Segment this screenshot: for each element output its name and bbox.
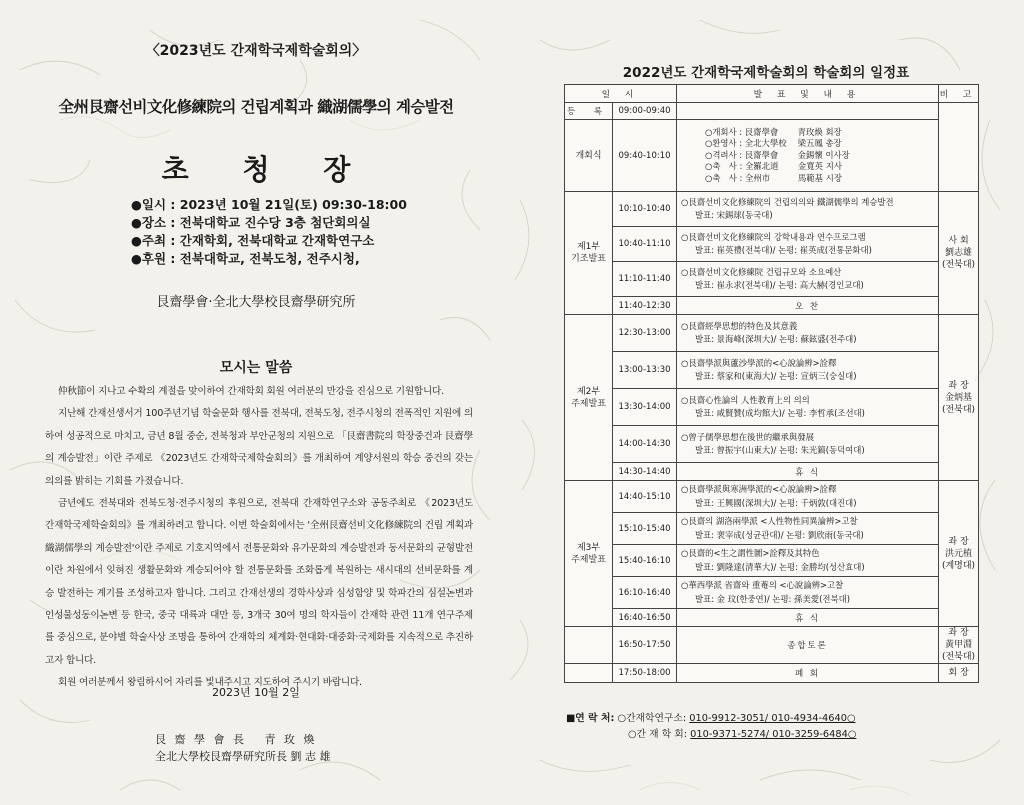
- header-content: 발 표 및 내 용: [677, 85, 939, 103]
- session3-chair: 좌 장 洪元植 (계명대): [939, 481, 979, 627]
- session-time: 14:00-14:30: [613, 426, 677, 463]
- signature-institute-director: 全北大學校艮齋學研究所長 劉 志 雄: [155, 750, 331, 763]
- opening-program: [677, 120, 939, 192]
- greeting-paragraph-1: 仲秋節이 지나고 수확의 계절을 맞이하여 간재학회 회원 여러분의 만강을 진심으로 기원합니다.: [58, 386, 444, 397]
- presentation-cell: ○艮齋선비文化修練院의 건립의의와 鐵湖儒學의 계승발전 발표: 宋錫球(동국대): [677, 192, 939, 227]
- closing-row: [565, 664, 979, 683]
- opening-label: 개회식: [565, 120, 613, 192]
- session2-label: 제2부 주제발표: [565, 315, 613, 481]
- opening-time: 09:40-10:10: [613, 120, 677, 192]
- registration-time: 09:00-09:40: [613, 103, 677, 120]
- discussion-label: 종합토론: [677, 627, 939, 664]
- break-row: [565, 609, 979, 627]
- session-time: 16:10-16:40: [613, 577, 677, 609]
- registration-label: 등 록: [565, 103, 613, 120]
- contact-line-society: ○간 재 학 회: 010-9371-5274/ 010-3259-6484○: [628, 729, 857, 740]
- session3-row: [565, 577, 979, 609]
- contact-line-institute: ■연 락 처: ○간재학연구소: 010-9912-3051/ 010-4934-4640○: [566, 713, 856, 724]
- event-subtitle: 〈2023년도 간재학국제학술회의〉: [145, 43, 367, 59]
- lunch-row: [565, 297, 979, 315]
- session3-row: [565, 513, 979, 545]
- closing-time: 17:50-18:00: [613, 664, 677, 683]
- letter-date: 2023년 10월 2일: [212, 686, 300, 699]
- opening-line: ○개회사 : 艮齋學會 青玫煥 회장: [705, 126, 842, 137]
- event-details: [131, 196, 491, 268]
- presentation-cell: ○華西學派 省齋와 重菴의 <心說論辨>고찰 발표: 金 玟(한중연)/ 논평: 孫美愛(전북대): [677, 577, 939, 609]
- registration-row: [565, 103, 979, 120]
- lunch-label: 오 찬: [677, 297, 939, 315]
- closing-note: 회 장: [939, 664, 979, 683]
- opening-line: ○축 사 : 全羅北道 金寬英 지사: [705, 161, 842, 172]
- discussion-chair: 좌 장 黃甲淵 (전북대): [939, 627, 979, 664]
- session2-row: [565, 315, 979, 352]
- session2-row: [565, 389, 979, 426]
- session-time: 12:30-13:00: [613, 315, 677, 352]
- greeting-paragraph-2: 지난해 간재선생서거 100주년기념 학술문화 행사를 전북대, 전북도청, 전주시청의 전폭적인 지원에 의하여 성공적으로 마치고, 금년 8월 중순, 전북청과 부안군청의 지원으로 「艮齋書院의 학장중건과 艮齋學의 계승발전」이란 주제로 《2023년도 간재학국제학술회의》를 개최하여 계양서원의 학승 중건의 갖는 의의를 밝히는 기회를 가졌습니다.: [45, 408, 473, 487]
- contact-label: ■연 락 처:: [566, 713, 615, 724]
- break-row: [565, 463, 979, 481]
- session1-label: 제1부 기조발표: [565, 192, 613, 315]
- lunch-time: 11:40-12:30: [613, 297, 677, 315]
- header-date: 일 시: [565, 85, 677, 103]
- session2-row: [565, 426, 979, 463]
- detail-date: ●일시 : 2023년 10월 21일(토) 09:30-18:00: [131, 197, 407, 212]
- presentation-cell: ○艮齋學派與寒洲學派的<心說論辨>詮釋 발표: 王興國(深圳大)/ 논평: 千炳敦(대진대): [677, 481, 939, 513]
- session1-chair: 사 회 劉志雄 (전북대): [939, 192, 979, 315]
- opening-line: ○축 사 : 全州市 馬範基 시장: [705, 172, 842, 183]
- organizer-line: 艮齋學會·全北大學校艮齋學研究所: [156, 295, 356, 310]
- discussion-row: [565, 627, 979, 664]
- presentation-cell: ○艮齋心性論의 人性教育上의 의의 발표: 咸賢贊(成均館大)/ 논평: 李哲承(조선대): [677, 389, 939, 426]
- opening-row: [565, 120, 979, 192]
- greeting-title: 모시는 말씀: [219, 360, 293, 376]
- opening-line: ○격려사 : 艮齋學會 金錫懷 이사장: [705, 149, 850, 160]
- greeting-paragraph-3: 금년에도 전북대와 전북도청·전주시청의 후원으로, 전북대 간재학연구소와 공동주최로 《2023년도 간재학국제학술회의》를 개최하려고 합니다. 이번 학술회에서는 '全州艮齋선비文化修練院의 건립 계획과 織湖儒學의 계승발전'이란 주제로 기호지역에서 전통문화와 유가문화의 계승발전과 동서문화의 균형발전이란 차원에서 잊혀진 생활문화와 계승되어야 할 전통문화를 조화롭게 복원하는 새시대의 선비문화를 계승 발전하는 계기를 조성하고자 합니다. 그리고 간재선생의 경학사상과 심성함양 및 학파간의 심설논변과 인성물성동이논변 등 한국, 중국 대륙과 대만 등, 3개국 30여 명의 학자들이 간재학 관련 11개 연구주제를 중심으로, 분야별 학술사상 조명을 통하여 간재학의 체계화·현대화·대중화·국제화를 지속적으로 추진하고자 합니다.: [45, 498, 473, 666]
- schedule-title: 2022년도 간재학국제학술회의 학술회의 일정표: [622, 65, 910, 81]
- session-time: 10:10-10:40: [613, 192, 677, 227]
- event-title: 全州艮齋선비文化修練院의 건립계획과 織湖儒學의 계승발전: [58, 98, 454, 116]
- session-time: 15:10-15:40: [613, 513, 677, 545]
- detail-host: ●주최 : 간재학회, 전북대학교 간재학연구소: [131, 233, 375, 248]
- contact-info: [566, 711, 856, 743]
- detail-venue: ●장소 : 전북대학교 진수당 3층 첨단회의실: [131, 215, 371, 230]
- break-time: 16:40-16:50: [613, 609, 677, 627]
- session2-chair: 좌 장 金炳基 (전북대): [939, 315, 979, 481]
- schedule-header-row: [565, 85, 979, 103]
- schedule-table: [564, 84, 979, 683]
- closing-label: 폐 회: [677, 664, 939, 683]
- session-time: 10:40-11:10: [613, 227, 677, 262]
- opening-line: ○환영사 : 全北大學校 梁五鳳 총장: [705, 138, 842, 149]
- presentation-cell: ○艮齋선비文化修練院 건립규모와 소요예산 발표: 崔永求(전북대)/ 논평: 高大赫(경인교대): [677, 262, 939, 297]
- session1-row: [565, 262, 979, 297]
- session1-row: [565, 192, 979, 227]
- signature-society-president: 艮齋學會長 青玫煥: [155, 733, 323, 746]
- institute-phone-numbers: 010-9912-3051/ 010-4934-4640○: [689, 713, 856, 724]
- detail-sponsor: ●후원 : 전북대학교, 전북도청, 전주시청,: [131, 251, 360, 266]
- session-time: 15:40-16:10: [613, 545, 677, 577]
- break-label: 휴 식: [677, 609, 939, 627]
- presentation-cell: ○曾子儒學思想在後世的繼承與發展 발표: 曾振宇(山東大)/ 논평: 朱光鎬(동덕여대): [677, 426, 939, 463]
- society-phone-numbers: 010-9371-5274/ 010-3259-6484○: [690, 729, 857, 740]
- presentation-cell: ○艮齋的<生之謂性圖>詮釋及其特色 발표: 劉隆達(清華大)/ 논평: 金勝均(성산효대): [677, 545, 939, 577]
- session2-row: [565, 352, 979, 389]
- invitation-heading: 초 청 장: [161, 153, 373, 186]
- session1-row: [565, 227, 979, 262]
- break-time: 14:30-14:40: [613, 463, 677, 481]
- session-time: 13:00-13:30: [613, 352, 677, 389]
- presentation-cell: ○艮齋經學思想的特色及其意義 발표: 景海峰(深圳大)/ 논평: 蘇鉉盛(전주대): [677, 315, 939, 352]
- greeting-paragraph-4: 회원 여러분께서 왕림하시어 자리를 빛내주시고 지도하여 주시기 바랍니다.: [58, 677, 362, 689]
- header-note: 비 고: [939, 85, 979, 103]
- session3-label: 제3부 주제발표: [565, 481, 613, 627]
- presentation-cell: ○艮齋學派與蘆沙學派的<心說論辨>詮釋 발표: 蔡家和(東海大)/ 논평: 宣炳三(숭실대): [677, 352, 939, 389]
- break-label: 휴 식: [677, 463, 939, 481]
- session-time: 13:30-14:00: [613, 389, 677, 426]
- greeting-body: [45, 381, 473, 695]
- session-time: 14:40-15:10: [613, 481, 677, 513]
- presentation-cell: ○艮齋선비文化修練院의 강학내용과 연수프로그램 발표: 崔英禮(전북대)/ 논평: 崔英成(전통문화대): [677, 227, 939, 262]
- session-time: 11:10-11:40: [613, 262, 677, 297]
- session3-row: [565, 481, 979, 513]
- session3-row: [565, 545, 979, 577]
- presentation-cell: ○艮齋의 湖洛兩學派 <人性物性同異論辨>고찰 발표: 裵宰成(성균관대)/ 논평: 劉欣雨(동국대): [677, 513, 939, 545]
- discussion-time: 16:50-17:50: [613, 627, 677, 664]
